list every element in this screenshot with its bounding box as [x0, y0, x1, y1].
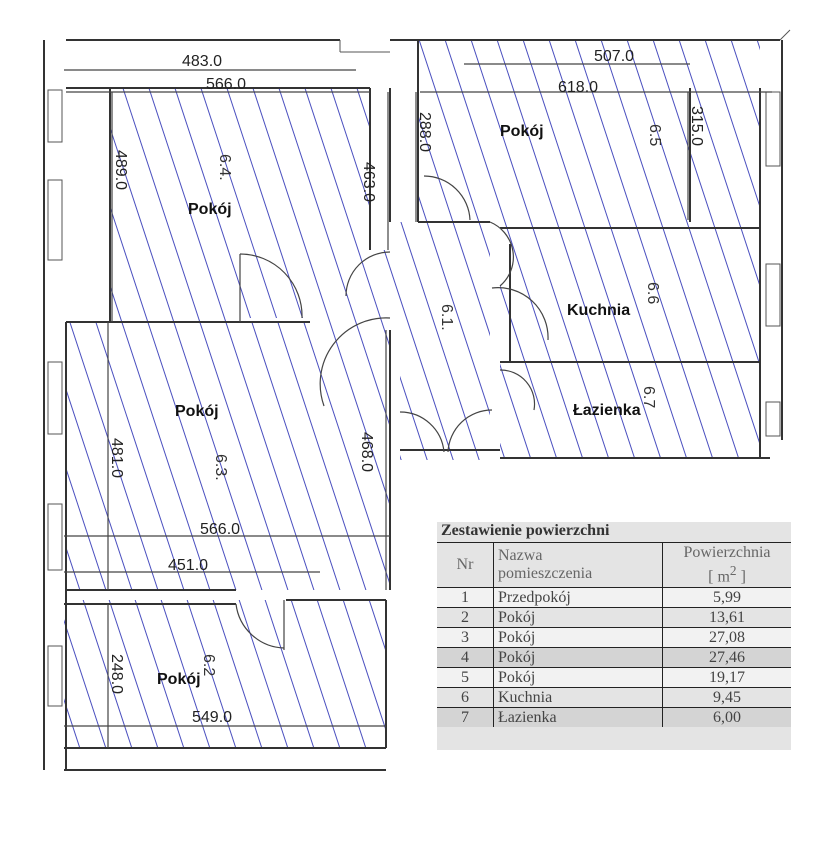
- header-name-line1: Nazwa: [498, 547, 543, 564]
- hatch-line: [0, 0, 140, 852]
- hatch-line: [0, 0, 192, 852]
- hatch-line: [0, 0, 192, 852]
- dim-315: 315.0: [688, 106, 705, 147]
- hatch-line: [0, 0, 10, 852]
- header-name-line2: pomieszczenia: [498, 565, 593, 582]
- row-area: 9,45: [663, 688, 792, 708]
- hatch-line: [0, 0, 10, 852]
- row-name: Przedpokój: [494, 588, 663, 608]
- summary-title: Zestawienie powierzchni: [441, 522, 610, 539]
- row-area: 19,17: [663, 668, 792, 688]
- dim-468: 468.0: [358, 432, 375, 473]
- room-label-pokoj-6-4: Pokój: [188, 201, 232, 218]
- hatch-line: [0, 0, 36, 852]
- hatch-line: [0, 0, 10, 852]
- hatch-line: [0, 0, 36, 852]
- area-summary-table: [437, 522, 791, 750]
- hatch-line: [796, 0, 832, 852]
- hatch-line: [0, 0, 166, 852]
- table-row: [437, 668, 791, 688]
- room-label-kuchnia: Kuchnia: [567, 302, 631, 319]
- dim-507: 507.0: [594, 48, 635, 65]
- dim-481: 481.0: [108, 438, 125, 479]
- header-name: [494, 543, 663, 588]
- dim-288: 288.0: [416, 112, 433, 153]
- room-label-lazienka: Łazienka: [573, 402, 641, 419]
- hatch-line: [822, 0, 832, 852]
- dim-566-mid: 566.0: [200, 521, 241, 538]
- dim-248: 248.0: [108, 654, 125, 695]
- hatch-line: [796, 0, 832, 852]
- hatch-line: [0, 0, 10, 852]
- row-nr: 5: [437, 668, 494, 688]
- room-number-6-7: 6.7: [640, 386, 657, 409]
- hatch-line: [796, 0, 832, 852]
- row-name: Pokój: [494, 648, 663, 668]
- table-row: [437, 588, 791, 608]
- header-area-end: ]: [736, 568, 746, 586]
- hatch-line: [0, 0, 166, 852]
- hatch-line: [0, 0, 140, 852]
- row-nr: 2: [437, 608, 494, 628]
- header-nr: Nr: [437, 543, 494, 588]
- hatch-line: [0, 0, 36, 852]
- dim-451: 451.0: [168, 557, 209, 574]
- row-name: Pokój: [494, 628, 663, 648]
- table-row: [437, 688, 791, 708]
- header-area-line1: Powierzchnia: [683, 543, 771, 561]
- hatch-line: [0, 0, 36, 852]
- row-area: 5,99: [663, 588, 792, 608]
- hatch-line: [0, 0, 166, 852]
- table-row: [437, 708, 791, 728]
- row-nr: 6: [437, 688, 494, 708]
- hatch-line: [0, 0, 166, 852]
- room-number-6-5: 6.5: [646, 124, 663, 147]
- row-nr: 7: [437, 708, 494, 728]
- hatch-line: [0, 0, 10, 852]
- hatch-line: [0, 0, 192, 852]
- row-area: 6,00: [663, 708, 792, 728]
- dim-489: 489.0: [112, 150, 129, 191]
- hatch-line: [796, 0, 832, 852]
- hatch-line: [0, 0, 140, 852]
- hatch-line: [796, 0, 832, 852]
- dim-549: 549.0: [192, 709, 233, 726]
- row-name: Łazienka: [494, 708, 663, 728]
- hatch-line: [0, 0, 192, 852]
- row-nr: 4: [437, 648, 494, 668]
- table-row: [437, 628, 791, 648]
- row-area: 13,61: [663, 608, 792, 628]
- summary-header-row: [437, 543, 791, 588]
- hatch-line: [822, 0, 832, 852]
- hatch-line: [822, 0, 832, 852]
- room-number-6-4: 6.4.: [216, 154, 233, 181]
- row-name: Kuchnia: [494, 688, 663, 708]
- hatch-line: [0, 0, 140, 852]
- hatch-line: [0, 0, 10, 852]
- hatch-line: [0, 0, 192, 852]
- dim-618: 618.0: [558, 79, 599, 96]
- room-label-pokoj-6-2: Pokój: [157, 671, 201, 688]
- hatch-line: [0, 0, 10, 852]
- dim-463: 463.0: [360, 162, 377, 203]
- row-nr: 3: [437, 628, 494, 648]
- row-name: Pokój: [494, 668, 663, 688]
- hatch-line: [822, 0, 832, 852]
- room-number-6-6: 6.6: [644, 282, 661, 305]
- header-area: [663, 543, 792, 588]
- header-area-unit: [ m: [708, 568, 730, 586]
- hatch-line: [0, 0, 166, 852]
- hatch-line: [796, 0, 832, 852]
- hatch-line: [0, 0, 166, 852]
- hatch-line: [0, 0, 192, 852]
- hatch-line: [822, 0, 832, 852]
- table-row: [437, 648, 791, 668]
- hatch-line: [0, 0, 36, 852]
- room-label-pokoj-6-5: Pokój: [500, 123, 544, 140]
- hatch-line: [0, 0, 36, 852]
- room-number-6-1: 6.1.: [438, 304, 455, 331]
- room-number-6-3: 6.3.: [212, 454, 229, 481]
- row-name: Pokój: [494, 608, 663, 628]
- room-number-6-2: 6.2: [200, 654, 217, 677]
- dim-566-top: 566.0: [206, 76, 247, 93]
- row-nr: 1: [437, 588, 494, 608]
- header-area-sup: 2: [729, 562, 737, 578]
- hatch-line: [0, 0, 192, 852]
- table-row: [437, 608, 791, 628]
- dim-483: 483.0: [182, 53, 223, 70]
- hatch-line: [822, 0, 832, 852]
- hatch-line: [796, 0, 832, 852]
- hatch-line: [822, 0, 832, 852]
- hatch-line: [0, 0, 166, 852]
- hatch-line: [0, 0, 140, 852]
- hatch-line: [0, 0, 36, 852]
- summary-grid: [437, 542, 791, 727]
- row-area: 27,08: [663, 628, 792, 648]
- room-label-pokoj-6-3: Pokój: [175, 403, 219, 420]
- row-area: 27,46: [663, 648, 792, 668]
- hatch-line: [0, 0, 140, 852]
- hatch-line: [0, 0, 140, 852]
